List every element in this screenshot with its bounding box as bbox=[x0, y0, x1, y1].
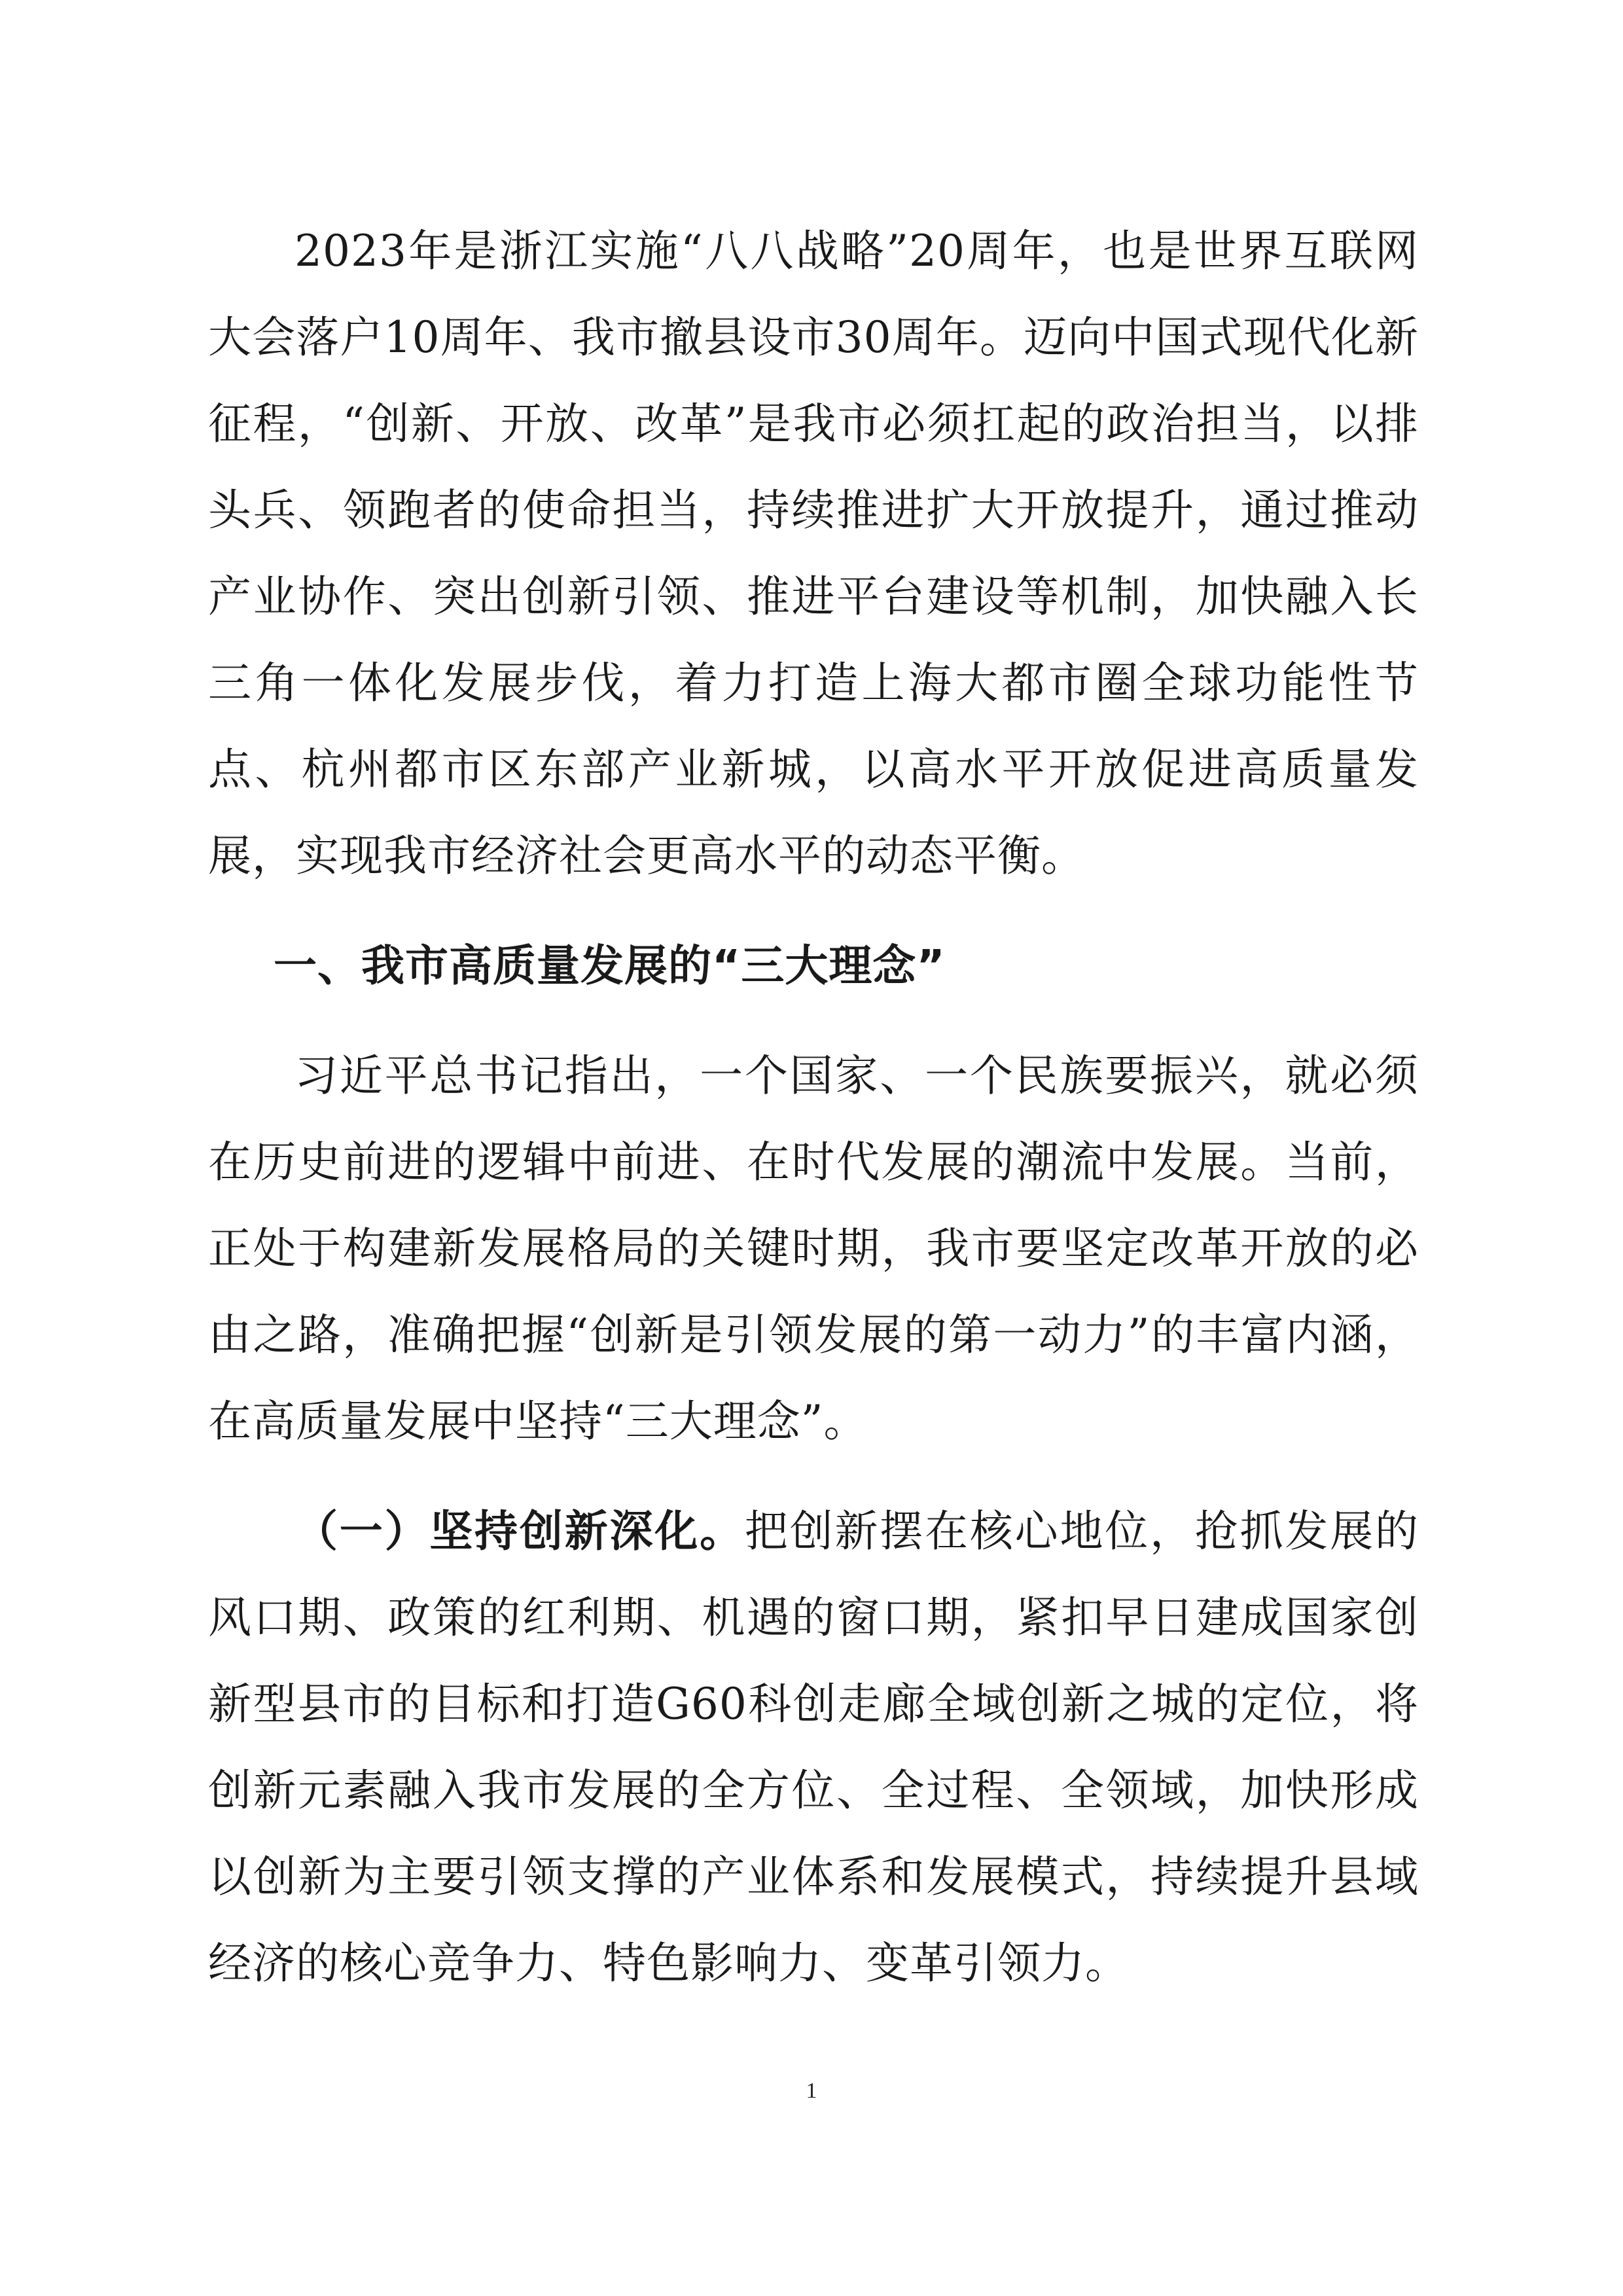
intro-paragraph: 2023年是浙江实施“八八战略”20周年，也是世界互联网大会落户10周年、我市撤县设市30周年。迈向中国式现代化新征程，“创新、开放、改革”是我市必须扛起的政治担当，以排头兵、领跑者的使命担当，持续推进扩大开放提升，通过推动产业协作、突出创新引领、推进平台建设等机制，加快融入长三角一体化发展步伐，着力打造上海大都市圈全球功能性节点、杭州都市区东部产业新城，以高水平开放促进高质量发展，实现我市经济社会更高水平的动态平衡。 bbox=[208, 226, 1419, 881]
section-paragraph: 习近平总书记指出，一个国家、一个民族要振兴，就必须在历史前进的逻辑中前进、在时代发展的潮流中发展。当前，正处于构建新发展格局的关键时期，我市要坚定改革开放的必由之路，准确把握“创新是引领发展的第一动力”的丰富内涵，在高质量发展中坚持“三大理念”。 bbox=[208, 1050, 1419, 1446]
section-heading: 一、我市高质量发展的“三大理念” bbox=[274, 941, 946, 991]
item-paragraph bbox=[208, 1488, 1419, 2007]
item-body-text: 把创新摆在核心地位，抢抓发展的风口期、政策的红利期、机遇的窗口期，紧扣早日建成国家创新型县市的目标和打造G60科创走廊全域创新之城的定位，将创新元素融入我市发展的全方位、全过程、全领域，加快形成以创新为主要引领支撑的产业体系和发展模式，持续提升县域经济的核心竞争力、特色影响力、变革引领力。 bbox=[208, 1506, 1419, 1988]
page-number: 1 bbox=[806, 2079, 817, 2103]
document-body bbox=[208, 208, 1419, 2030]
item-lead-text: （一）坚持创新深化。 bbox=[294, 1506, 745, 1556]
